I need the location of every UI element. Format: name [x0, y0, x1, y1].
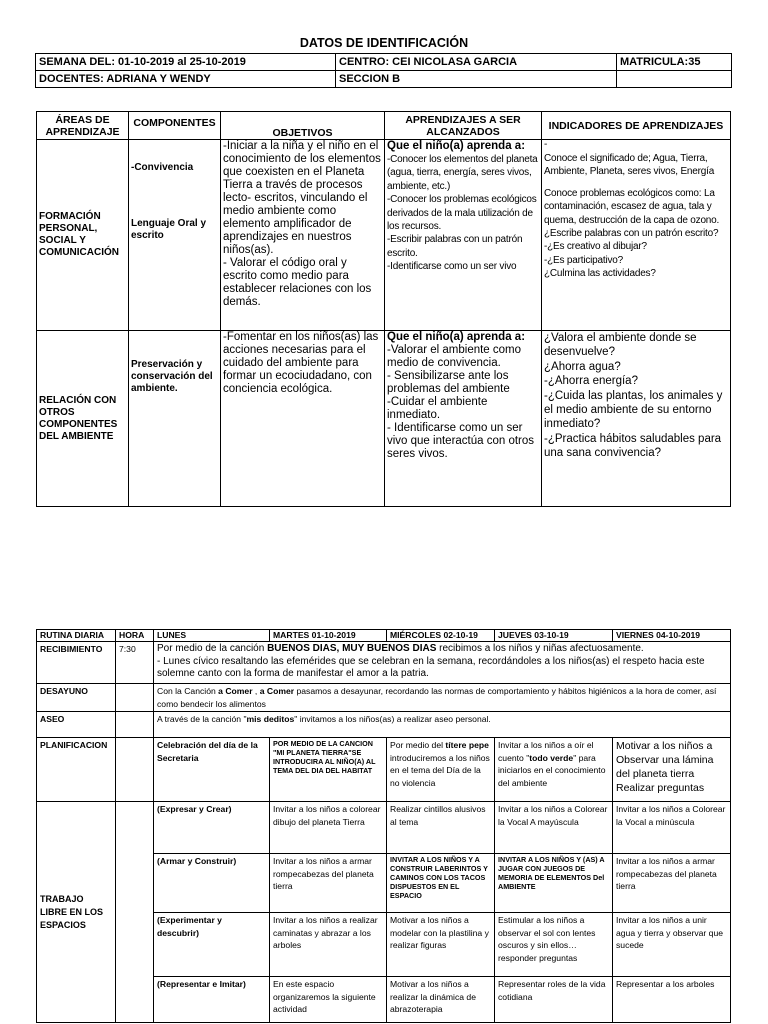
rutina-table — [36, 629, 731, 1023]
aprendizaje-item: - Sensibilizarse ante los problemas del ambiente — [387, 370, 510, 395]
empty-cell — [617, 71, 732, 88]
espacio-miercoles: Motivar a los niños a realizar la dinámica de abrazoterapia — [387, 977, 495, 1023]
plan-viernes: Motivar a los niños a Observar una lámina del planeta tierra Realizar preguntas — [613, 738, 731, 802]
header-areas: ÁREAS DE APRENDIZAJE — [37, 112, 129, 140]
plan-martes: POR MEDIO DE LA CANCION "MI PLANETA TIERRA"SE INTRODUCIRA AL NIÑO(A) AL TEMA DEL DIA DEL HABITAT — [270, 738, 387, 802]
header-lunes: LUNES — [154, 630, 270, 642]
table-row — [37, 738, 731, 802]
header-aprendizajes: APRENDIZAJES A SER ALCANZADOS — [385, 112, 542, 140]
plan-miercoles — [387, 738, 495, 802]
espacio-martes: En este espacio organizaremos la siguiente actividad — [270, 977, 387, 1023]
espacio-name: (Armar y Construir) — [154, 854, 270, 913]
row-label-recibimiento: RECIBIMIENTO — [37, 642, 116, 684]
indicador-item: -¿Es participativo? — [544, 254, 624, 266]
semana-cell: SEMANA DEL: 01-10-2019 al 25-10-2019 — [36, 54, 336, 71]
componente-preservacion: Preservación y conservación del ambiente. — [131, 359, 213, 394]
desayuno-part: Con la Canción — [157, 686, 219, 696]
aseo-text — [154, 712, 731, 738]
aprendizaje-item: -Conocer los elementos del planeta (agua, tierra, energía, seres vivos, ambiente, etc.) — [387, 154, 538, 192]
espacio-miercoles: Realizar cintillos alusivos al tema — [387, 802, 495, 854]
header-jueves: JUEVES 03-10-19 — [495, 630, 613, 642]
espacio-miercoles: Motivar a los niños a modelar con la plastilina y realizar figuras — [387, 913, 495, 977]
espacio-viernes: Representar a los arboles — [613, 977, 731, 1023]
indicador-item: Conoce el significado de; Agua, Tierra, Ambiente, Planeta, seres vivos, Energía — [544, 153, 715, 178]
componente-lenguaje: Lenguaje Oral y escrito — [131, 218, 207, 241]
objetivos-cell — [221, 140, 385, 331]
song-name: a Comer — [218, 686, 253, 696]
desayuno-part: pasamos a desayunar, recordando las normas de comportamiento y hábitos higiénicos a la hora de comer, así como bendecir los alimentos — [157, 686, 717, 709]
objetivos-cell: -Fomentar en los niños(as) las acciones necesarias para el cuidado del ambiente para formar un ecociudadano, con conciencia ecológica. — [221, 331, 385, 507]
identification-table — [35, 53, 732, 88]
table-row — [36, 71, 732, 88]
table-row — [37, 802, 731, 854]
recibimiento-text — [154, 642, 731, 684]
espacio-miercoles: INVITAR A LOS NIÑOS Y A CONSTRUIR LABERINTOS Y CAMINOS CON LOS TACOS DISPUESTOS EN EL ESPACIO — [387, 854, 495, 913]
aprendizajes-cell — [385, 331, 542, 507]
desayuno-part: , — [252, 686, 260, 696]
plan-part: Por medio del — [390, 740, 446, 751]
page-title: DATOS DE IDENTIFICACIÓN — [299, 36, 469, 50]
espacio-name: (Experimentar y descubrir) — [154, 913, 270, 977]
indicador-dot: - — [544, 139, 548, 150]
header-componentes: COMPONENTES — [129, 112, 221, 140]
song-name: a Comer — [259, 686, 295, 696]
hora-cell — [116, 712, 154, 738]
row-label-planificacion: PLANIFICACION — [37, 738, 116, 802]
header-objetivos: OBJETIVOS — [221, 112, 385, 140]
hora-cell — [116, 684, 154, 712]
indicadores-cell — [542, 331, 731, 507]
espacio-viernes: Invitar a los niños a unir agua y tierra y observar que sucede — [613, 913, 731, 977]
indicador-item: -¿Es creativo al dibujar? — [544, 241, 647, 253]
header-miercoles: MIÉRCOLES 02-10-19 — [387, 630, 495, 642]
header-hora: HORA — [116, 630, 154, 642]
espacio-name: (Expresar y Crear) — [154, 802, 270, 854]
recibimiento-part: recibimos a los niños y niñas afectuosamente. — [436, 643, 644, 654]
indicador-item: ¿Ahorra agua? — [544, 360, 621, 373]
header-viernes: VIERNES 04-10-2019 — [613, 630, 731, 642]
table-row — [36, 54, 732, 71]
aprendizaje-head: Que el niño(a) aprenda a: — [387, 140, 526, 152]
row-label-aseo: ASEO — [37, 712, 116, 738]
table-row — [37, 331, 731, 507]
plan-lunes: Celebración del día de la Secretaria — [154, 738, 270, 802]
aprendizaje-item: - Identificarse como un ser vivo que interactúa con otros seres vivos. — [387, 422, 535, 460]
objetivo-text-2: - Valorar el código oral y escrito como medio para establecer relaciones con los demás. — [223, 257, 372, 308]
plan-part: introduciremos a los niños en el tema del Día de la no violencia — [390, 752, 490, 788]
espacio-jueves: INVITAR A LOS NIÑOS Y (AS) A JUGAR CON JUEGOS DE MEMORIA DE ELEMENTOS Del AMBIENTE — [495, 854, 613, 913]
story-name: todo verde — [529, 752, 574, 763]
indicador-item: ¿Escribe palabras con un patrón escrito? — [544, 228, 719, 240]
row-label-trabajo: TRABAJO LIBRE EN LOS ESPACIOS — [37, 802, 116, 1023]
puppet-name: títere pepe — [445, 740, 489, 751]
table-header-row — [37, 112, 731, 140]
espacio-viernes: Invitar a los niños a armar rompecabezas del planeta tierra — [613, 854, 731, 913]
area-formacion: FORMACIÓN PERSONAL, SOCIAL Y COMUNICACIÓN — [37, 140, 129, 331]
objetivo-text: -Iniciar a la niña y el niño en el conocimiento de los elementos que coexisten en el Planeta Tierra a través de procesos lecto- escritos, vinculando el medio ambiente como elemento amplificador de aprendizajes en nuestros niños(as). — [223, 140, 381, 256]
aprendizaje-item: -Identificarse como un ser vivo — [387, 261, 517, 273]
areas-table — [36, 111, 731, 507]
docentes-cell: DOCENTES: ADRIANA Y WENDY — [36, 71, 336, 88]
song-name: BUENOS DIAS, MUY BUENOS DIAS — [267, 643, 437, 654]
aprendizajes-cell — [385, 140, 542, 331]
hora-cell — [116, 802, 154, 1023]
indicador-item: -¿Practica hábitos saludables para una sana convivencia? — [544, 432, 722, 460]
aprendizaje-item: -Valorar el ambiente como medio de convivencia. — [387, 344, 522, 369]
row-label-desayuno: DESAYUNO — [37, 684, 116, 712]
espacio-martes: Invitar a los niños a armar rompecabezas del planeta tierra — [270, 854, 387, 913]
table-row — [37, 712, 731, 738]
matricula-cell: MATRICULA:35 — [617, 54, 732, 71]
table-row — [37, 642, 731, 684]
espacio-martes: Invitar a los niños a colorear dibujo del planeta Tierra — [270, 802, 387, 854]
header-indicadores: INDICADORES DE APRENDIZAJES — [542, 112, 731, 140]
recibimiento-part: Por medio de la canción — [157, 643, 268, 654]
indicadores-cell — [542, 140, 731, 331]
desayuno-text — [154, 684, 731, 712]
aprendizaje-item: -Conocer los problemas ecológicos derivados de la mala utilización de los recursos. — [387, 194, 537, 233]
indicador-item: -¿Cuida las plantas, los animales y el medio ambiente de su entorno inmediato? — [544, 389, 723, 431]
song-name: mis deditos — [246, 714, 295, 725]
plan-jueves — [495, 738, 613, 802]
indicador-item: ¿Valora el ambiente donde se desenvuelve? — [544, 332, 697, 359]
aprendizaje-item: -Escribir palabras con un patrón escrito. — [387, 234, 523, 259]
plan-part: " para iniciarlos en el conocimiento del ambiente — [498, 752, 606, 788]
centro-cell: CENTRO: CEI NICOLASA GARCIA — [336, 54, 617, 71]
plan-part: Invitar a los niños a oír el cuento " — [498, 740, 594, 763]
componentes-cell — [129, 140, 221, 331]
espacio-viernes: Invitar a los niños a Colorear la Vocal a minúscula — [613, 802, 731, 854]
header-martes: MARTES 01-10-2019 — [270, 630, 387, 642]
espacio-jueves: Invitar a los niños a Colorear la Vocal A mayúscula — [495, 802, 613, 854]
indicador-item: Conoce problemas ecológicos como: La contaminación, escasez de agua, tala y quema, destrucción de la capa de ozono. — [544, 187, 720, 226]
hora-cell: 7:30 — [116, 642, 154, 684]
aseo-part: A través de la canción " — [157, 714, 247, 725]
table-row — [37, 140, 731, 331]
recibimiento-part: - Lunes cívico resaltando las efemérides que se celebran en la semana, recordándoles a los niños(as) el respeto hacia este solemne canto con la forma de manifestar el amor a la patria. — [157, 655, 705, 679]
espacio-jueves: Representar roles de la vida cotidiana — [495, 977, 613, 1023]
espacio-martes: Invitar a los niños a realizar caminatas y abrazar a los arboles — [270, 913, 387, 977]
area-relacion: RELACIÓN CON OTROS COMPONENTES DEL AMBIENTE — [37, 331, 129, 507]
seccion-cell: SECCION B — [336, 71, 617, 88]
aprendizaje-head: Que el niño(a) aprenda a: — [387, 331, 526, 343]
hora-cell — [116, 738, 154, 802]
aseo-part: " invitamos a los niños(as) a realizar aseo personal. — [294, 714, 491, 725]
componentes-cell — [129, 331, 221, 507]
componente-convivencia: -Convivencia — [131, 162, 194, 173]
indicador-item: -¿Ahorra energía? — [544, 375, 638, 388]
espacio-name: (Representar e Imitar) — [154, 977, 270, 1023]
table-row — [37, 684, 731, 712]
header-rutina: RUTINA DIARIA — [37, 630, 116, 642]
espacio-jueves: Estimular a los niños a observar el sol con lentes oscuros y sin ellos…responder preguntas — [495, 913, 613, 977]
indicador-item: ¿Culmina las actividades? — [544, 268, 656, 280]
table-header-row — [37, 630, 731, 642]
aprendizaje-item: -Cuidar el ambiente inmediato. — [387, 396, 488, 421]
